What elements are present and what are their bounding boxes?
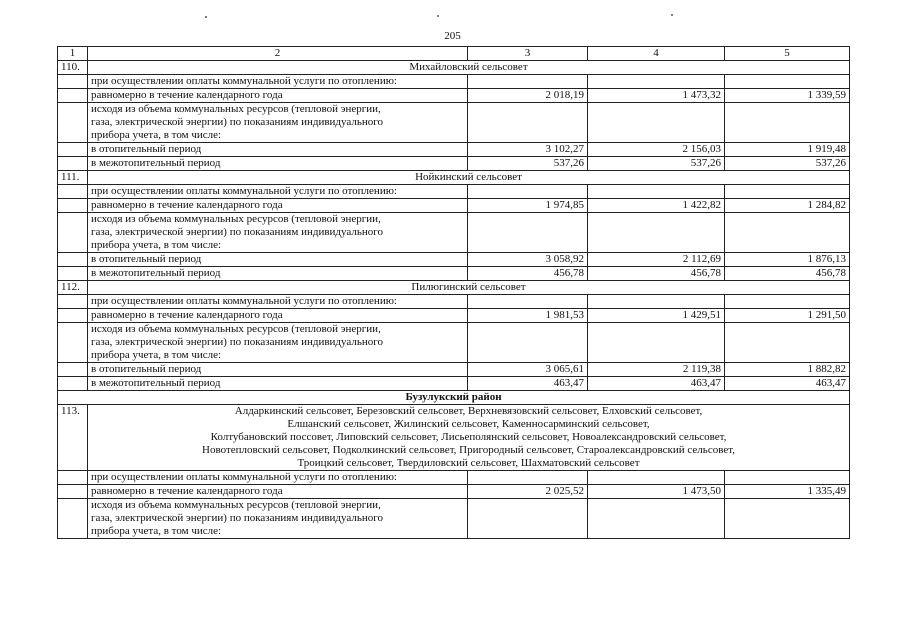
page-number: 205 bbox=[444, 30, 461, 42]
column-number-row bbox=[58, 47, 850, 61]
value-cell bbox=[588, 75, 725, 89]
row-number-cell bbox=[58, 363, 88, 377]
text-line: Елшанский сельсовет, Жилинский сельсовет, Каменносарминский сельсовет, bbox=[287, 418, 650, 430]
row-number-cell bbox=[58, 485, 88, 499]
column-number: 3 bbox=[468, 47, 588, 61]
value-cell bbox=[725, 103, 850, 143]
value-col3: 537,26 bbox=[468, 157, 588, 171]
value-cell bbox=[725, 295, 850, 309]
row-number: 110. bbox=[58, 61, 88, 75]
value-col5: 537,26 bbox=[725, 157, 850, 171]
section-row bbox=[58, 405, 850, 471]
value-col4: 1 473,50 bbox=[588, 485, 725, 499]
value-col3: 1 974,85 bbox=[468, 199, 588, 213]
value-cell bbox=[725, 471, 850, 485]
row-label: при осуществлении оплаты коммунальной услуги по отоплению: bbox=[88, 75, 468, 89]
district-row bbox=[58, 391, 850, 405]
row-number-cell bbox=[58, 295, 88, 309]
text-row bbox=[58, 185, 850, 199]
text-row bbox=[58, 471, 850, 485]
text-line: прибора учета, в том числе: bbox=[91, 349, 222, 361]
text-line: прибора учета, в том числе: bbox=[91, 525, 222, 537]
row-number-cell bbox=[58, 267, 88, 281]
value-col5: 456,78 bbox=[725, 267, 850, 281]
value-col4: 1 422,82 bbox=[588, 199, 725, 213]
text-line: газа, электрической энергии) по показаниям индивидуального bbox=[91, 336, 383, 348]
value-col3: 2 025,52 bbox=[468, 485, 588, 499]
row-number-cell bbox=[58, 471, 88, 485]
text-line: газа, электрической энергии) по показаниям индивидуального bbox=[91, 226, 383, 238]
text-row bbox=[58, 103, 850, 143]
text-line: исходя из объема коммунальных ресурсов (тепловой энергии, bbox=[91, 103, 381, 115]
value-row bbox=[58, 89, 850, 103]
value-col4: 537,26 bbox=[588, 157, 725, 171]
value-cell bbox=[468, 185, 588, 199]
value-row bbox=[58, 363, 850, 377]
scan-speck bbox=[671, 14, 673, 16]
section-title bbox=[88, 405, 850, 471]
row-number-cell bbox=[58, 143, 88, 157]
text-line: Троицкий сельсовет, Твердиловский сельсовет, Шахматовский сельсовет bbox=[297, 457, 640, 469]
text-row bbox=[58, 499, 850, 539]
value-row bbox=[58, 143, 850, 157]
row-number: 111. bbox=[58, 171, 88, 185]
value-col3: 463,47 bbox=[468, 377, 588, 391]
row-label: при осуществлении оплаты коммунальной услуги по отоплению: bbox=[88, 295, 468, 309]
row-label: равномерно в течение календарного года bbox=[88, 199, 468, 213]
value-row bbox=[58, 157, 850, 171]
value-col5: 1 339,59 bbox=[725, 89, 850, 103]
value-col3: 1 981,53 bbox=[468, 309, 588, 323]
value-cell bbox=[588, 499, 725, 539]
row-number-cell bbox=[58, 253, 88, 267]
text-line: Новотепловский сельсовет, Подколкинский сельсовет, Пригородный сельсовет, Староалександровский сельсовет, bbox=[202, 444, 735, 456]
value-cell bbox=[725, 213, 850, 253]
value-cell bbox=[468, 499, 588, 539]
section-title: Пилюгинский сельсовет bbox=[88, 281, 850, 295]
row-label: в отопительный период bbox=[88, 363, 468, 377]
row-label: в отопительный период bbox=[88, 253, 468, 267]
value-col5: 1 284,82 bbox=[725, 199, 850, 213]
row-number-cell bbox=[58, 377, 88, 391]
value-cell bbox=[588, 103, 725, 143]
value-cell bbox=[468, 213, 588, 253]
value-cell bbox=[468, 323, 588, 363]
value-col3: 3 102,27 bbox=[468, 143, 588, 157]
value-cell bbox=[725, 75, 850, 89]
row-number-cell bbox=[58, 213, 88, 253]
scan-speck bbox=[205, 16, 207, 18]
text-line: прибора учета, в том числе: bbox=[91, 129, 222, 141]
value-cell bbox=[725, 499, 850, 539]
value-col5: 1 919,48 bbox=[725, 143, 850, 157]
value-col3: 3 058,92 bbox=[468, 253, 588, 267]
value-col3: 3 065,61 bbox=[468, 363, 588, 377]
row-label bbox=[88, 499, 468, 539]
value-cell bbox=[725, 185, 850, 199]
column-number: 5 bbox=[725, 47, 850, 61]
value-cell bbox=[725, 323, 850, 363]
value-col4: 463,47 bbox=[588, 377, 725, 391]
value-col5: 463,47 bbox=[725, 377, 850, 391]
row-label bbox=[88, 213, 468, 253]
value-row bbox=[58, 253, 850, 267]
value-cell bbox=[468, 471, 588, 485]
value-row bbox=[58, 267, 850, 281]
value-col4: 456,78 bbox=[588, 267, 725, 281]
district-title: Бузулукский район bbox=[58, 391, 850, 405]
value-cell bbox=[468, 295, 588, 309]
section-row bbox=[58, 281, 850, 295]
row-label: в межотопительный период bbox=[88, 157, 468, 171]
text-line: исходя из объема коммунальных ресурсов (тепловой энергии, bbox=[91, 213, 381, 225]
section-row bbox=[58, 171, 850, 185]
value-col4: 2 119,38 bbox=[588, 363, 725, 377]
value-cell bbox=[468, 75, 588, 89]
value-col4: 1 473,32 bbox=[588, 89, 725, 103]
value-col4: 1 429,51 bbox=[588, 309, 725, 323]
row-label: при осуществлении оплаты коммунальной услуги по отоплению: bbox=[88, 471, 468, 485]
value-col4: 2 112,69 bbox=[588, 253, 725, 267]
column-number: 2 bbox=[88, 47, 468, 61]
text-line: газа, электрической энергии) по показаниям индивидуального bbox=[91, 512, 383, 524]
row-number: 112. bbox=[58, 281, 88, 295]
row-number-cell bbox=[58, 309, 88, 323]
row-label: равномерно в течение календарного года bbox=[88, 309, 468, 323]
row-number-cell bbox=[58, 103, 88, 143]
row-number-cell bbox=[58, 157, 88, 171]
row-number-cell bbox=[58, 323, 88, 363]
row-label: при осуществлении оплаты коммунальной услуги по отоплению: bbox=[88, 185, 468, 199]
row-number-cell bbox=[58, 89, 88, 103]
tariff-table bbox=[57, 46, 850, 539]
value-cell bbox=[588, 185, 725, 199]
value-col5: 1 335,49 bbox=[725, 485, 850, 499]
text-row bbox=[58, 213, 850, 253]
value-cell bbox=[588, 323, 725, 363]
value-cell bbox=[588, 295, 725, 309]
value-col5: 1 291,50 bbox=[725, 309, 850, 323]
row-number-cell bbox=[58, 185, 88, 199]
value-row bbox=[58, 199, 850, 213]
value-col3: 2 018,19 bbox=[468, 89, 588, 103]
row-label bbox=[88, 323, 468, 363]
section-title: Михайловский сельсовет bbox=[88, 61, 850, 75]
column-number: 1 bbox=[58, 47, 88, 61]
section-title: Нойкинский сельсовет bbox=[88, 171, 850, 185]
text-row bbox=[58, 75, 850, 89]
value-row bbox=[58, 309, 850, 323]
row-label: равномерно в течение календарного года bbox=[88, 89, 468, 103]
row-label bbox=[88, 103, 468, 143]
text-row bbox=[58, 323, 850, 363]
row-label: в межотопительный период bbox=[88, 377, 468, 391]
text-line: исходя из объема коммунальных ресурсов (тепловой энергии, bbox=[91, 323, 381, 335]
row-label: равномерно в течение календарного года bbox=[88, 485, 468, 499]
scan-speck bbox=[437, 15, 439, 17]
value-col4: 2 156,03 bbox=[588, 143, 725, 157]
text-line: Алдаркинский сельсовет, Березовский сельсовет, Верхневязовский сельсовет, Елховский сельсовет, bbox=[234, 405, 703, 417]
column-number: 4 bbox=[588, 47, 725, 61]
text-line: газа, электрической энергии) по показаниям индивидуального bbox=[91, 116, 383, 128]
value-col3: 456,78 bbox=[468, 267, 588, 281]
text-line: прибора учета, в том числе: bbox=[91, 239, 222, 251]
section-row bbox=[58, 61, 850, 75]
row-number-cell bbox=[58, 199, 88, 213]
row-label: в межотопительный период bbox=[88, 267, 468, 281]
row-number-cell bbox=[58, 75, 88, 89]
text-row bbox=[58, 295, 850, 309]
row-label: в отопительный период bbox=[88, 143, 468, 157]
row-number: 113. bbox=[58, 405, 88, 471]
value-cell bbox=[588, 471, 725, 485]
text-line: Колтубановский поссовет, Липовский сельсовет, Лисьеполянский сельсовет, Новоалександровский сельсовет, bbox=[210, 431, 727, 443]
value-row bbox=[58, 377, 850, 391]
value-cell bbox=[588, 213, 725, 253]
text-line: исходя из объема коммунальных ресурсов (тепловой энергии, bbox=[91, 499, 381, 511]
row-number-cell bbox=[58, 499, 88, 539]
value-cell bbox=[468, 103, 588, 143]
value-row bbox=[58, 485, 850, 499]
value-col5: 1 876,13 bbox=[725, 253, 850, 267]
value-col5: 1 882,82 bbox=[725, 363, 850, 377]
